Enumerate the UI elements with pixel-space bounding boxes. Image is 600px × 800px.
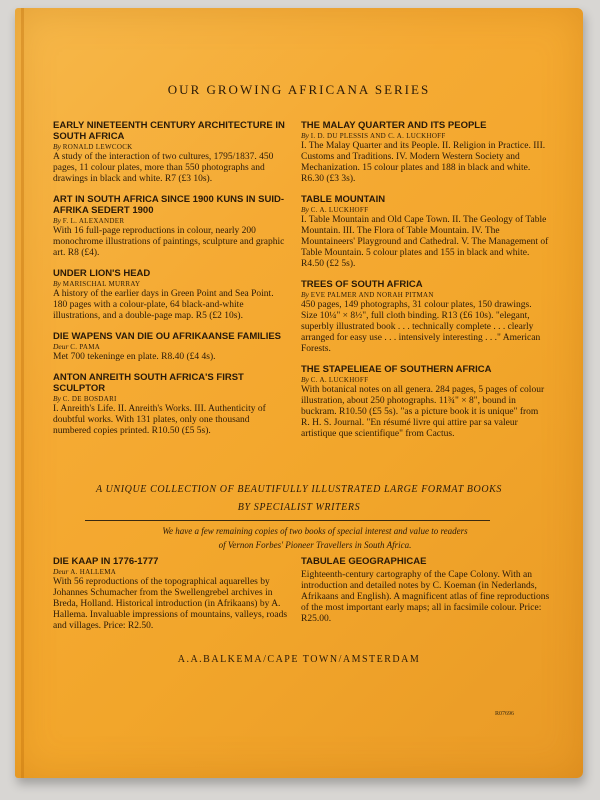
- entry-description: A history of the earlier days in Green Point and Sea Point. 180 pages with a colour-plate, 64 black-and-white illustrations, and a double-page map. R5 (£2 10s).: [53, 289, 274, 321]
- series-title: OUR GROWING AFRICANA SERIES: [167, 82, 431, 97]
- entry-author: [301, 290, 549, 300]
- notice-line-2: of Vernon Forbes' Pioneer Travellers in South Africa.: [218, 540, 412, 550]
- book-entry: [301, 194, 549, 270]
- book-entry: [53, 268, 288, 322]
- entry-author: [53, 567, 293, 577]
- entry-title: DIE KAAP IN 1776-1777: [53, 556, 159, 567]
- entry-author: [53, 142, 288, 152]
- book-entry: [53, 372, 288, 437]
- entry-title: ANTON ANREITH SOUTH AFRICA'S FIRST SCULPTOR: [53, 372, 244, 394]
- bottom-right-entry: [301, 556, 551, 625]
- author-name: F. L. ALEXANDER: [62, 217, 125, 225]
- left-column: [53, 120, 288, 446]
- entry-description: Met 700 tekeninge en plate. R8.40 (£4 4s).: [53, 352, 216, 362]
- entry-author: [301, 205, 549, 215]
- entry-description: With 56 reproductions of the topographical aquarelles by Johannes Schumacher from the Swellengrebel archives in Breda, Holland. Historical introduction (in Afrikaans) by A. Hallema. Invaluable impressions of mountains, valleys, roads and villages. Price: R2.50.: [53, 577, 288, 631]
- author-name: EVE PALMER AND NORAH PITMAN: [310, 291, 434, 299]
- tagline-writers: BY SPECIALIST WRITERS: [237, 502, 361, 513]
- entry-title: TABULAE GEOGRAPHICAE: [301, 556, 427, 567]
- author-prefix: Deur: [53, 342, 69, 351]
- book-entry: [301, 364, 549, 440]
- book-entry: [53, 194, 288, 259]
- entry-title: DIE WAPENS VAN DIE OU AFRIKAANSE FAMILIES: [53, 331, 282, 342]
- author-name: MARISCHAL MURRAY: [62, 280, 141, 288]
- author-prefix: Deur: [53, 567, 69, 576]
- author-name: RONALD LEWCOCK: [62, 143, 133, 151]
- entry-title: THE MALAY QUARTER AND ITS PEOPLE: [301, 120, 487, 131]
- entry-description: With 16 full-page reproductions in colour, nearly 200 monochrome illustrations of paintings, sculpture and graphic art. R8 (£4).: [53, 226, 285, 258]
- entry-author: [53, 342, 288, 352]
- bottom-left-entry: [53, 556, 293, 632]
- entry-title: UNDER LION'S HEAD: [53, 268, 151, 279]
- entry-title: TABLE MOUNTAIN: [301, 194, 386, 205]
- tagline-collection: A UNIQUE COLLECTION OF BEAUTIFULLY ILLUSTRATED LARGE FORMAT BOOKS: [95, 484, 503, 495]
- entry-description: I. Anreith's Life. II. Anreith's Works. III. Authenticity of doubtful works. With 131 plates, only one thousand numbered copies printed. R10.50 (£5 5s).: [53, 404, 266, 436]
- publisher-imprint: A.A.BALKEMA/CAPE TOWN/AMSTERDAM: [177, 654, 421, 665]
- author-name: C. A. LUCKHOFF: [310, 376, 369, 384]
- author-name: A. HALLEMA: [70, 568, 117, 576]
- author-name: I. D. DU PLESSIS AND C. A. LUCKHOFF: [310, 132, 446, 140]
- author-name: C. A. LUCKHOFF: [310, 206, 369, 214]
- entry-description: 450 pages, 149 photographs, 31 colour plates, 150 drawings. Size 10¼" × 8½", full cloth binding. R13 (£6 10s). "elegant, superbly illustrated book . . . technically complete . . . clearly arranged for easy use . . . intensively interesting . . ." American Forests.: [301, 300, 541, 354]
- author-prefix: By: [53, 142, 61, 151]
- book-entry: [53, 331, 288, 363]
- entry-description: A study of the interaction of two cultures, 1795/1837. 450 pages, 11 colour plates, more than 550 photographs and drawings in black and white. R7 (£3 10s).: [53, 152, 274, 184]
- author-prefix: By: [53, 216, 61, 225]
- entry-author: [301, 131, 549, 141]
- divider-rule: [85, 520, 490, 521]
- entry-description: With botanical notes on all genera. 284 pages, 5 pages of colour illustration, about 250 photographs. 11¾" × 8", bound in buckram. R10.50 (£5 5s). "as a picture book it is unique" from R. H. S. Journal. "En résumé livre qui attire par sa valeur artistique que scientifique" from Cactus.: [301, 385, 545, 439]
- author-name: C. DE BOSDARI: [62, 395, 117, 403]
- author-prefix: By: [53, 279, 61, 288]
- entry-title: ART IN SOUTH AFRICA SINCE 1900 KUNS IN SUID-AFRIKA SEDERT 1900: [53, 194, 285, 216]
- entry-description: Eighteenth-century cartography of the Cape Colony. With an introduction and detailed notes by C. Koeman (in Nederlands, Afrikaans and English). A magnificent atlas of fine reproductions of the most important early maps; all in facsimile colour. Price: R25.00.: [301, 570, 550, 624]
- book-entry: [301, 120, 549, 185]
- right-column: [301, 120, 549, 449]
- entry-title: TREES OF SOUTH AFRICA: [301, 279, 423, 290]
- author-prefix: By: [301, 205, 309, 214]
- entry-title: THE STAPELIEAE OF SOUTHERN AFRICA: [301, 364, 492, 375]
- author-name: C. PAMA: [70, 343, 101, 351]
- book-entry: [53, 120, 288, 185]
- entry-author: [53, 216, 288, 226]
- author-prefix: By: [53, 394, 61, 403]
- notice-line-1: We have a few remaining copies of two books of special interest and value to readers: [162, 526, 468, 536]
- author-prefix: By: [301, 375, 309, 384]
- entry-description: I. Table Mountain and Old Cape Town. II. The Geology of Table Mountain. III. The Flora of Table Mountain. IV. The Mountaineers' Playground and Cathedral. V. The Management of Table Mountain. 5 colour plates and 155 in black and white. R4.50 (£2 5s).: [301, 215, 549, 269]
- author-prefix: By: [301, 131, 309, 140]
- entry-author: [53, 394, 288, 404]
- author-prefix: By: [301, 290, 309, 299]
- entry-author: [53, 279, 288, 289]
- entry-author: [301, 375, 549, 385]
- entry-description: I. The Malay Quarter and its People. II. Religion in Practice. III. Customs and Traditions. IV. Modern Western Society and Mechanization. 15 colour plates and 188 in black and white. R6.30 (£3 3s).: [301, 141, 546, 184]
- entry-title: EARLY NINETEENTH CENTURY ARCHITECTURE IN SOUTH AFRICA: [53, 120, 285, 142]
- book-back-cover: [15, 8, 583, 778]
- catalog-code: R07696: [495, 711, 515, 717]
- book-entry: [301, 279, 549, 355]
